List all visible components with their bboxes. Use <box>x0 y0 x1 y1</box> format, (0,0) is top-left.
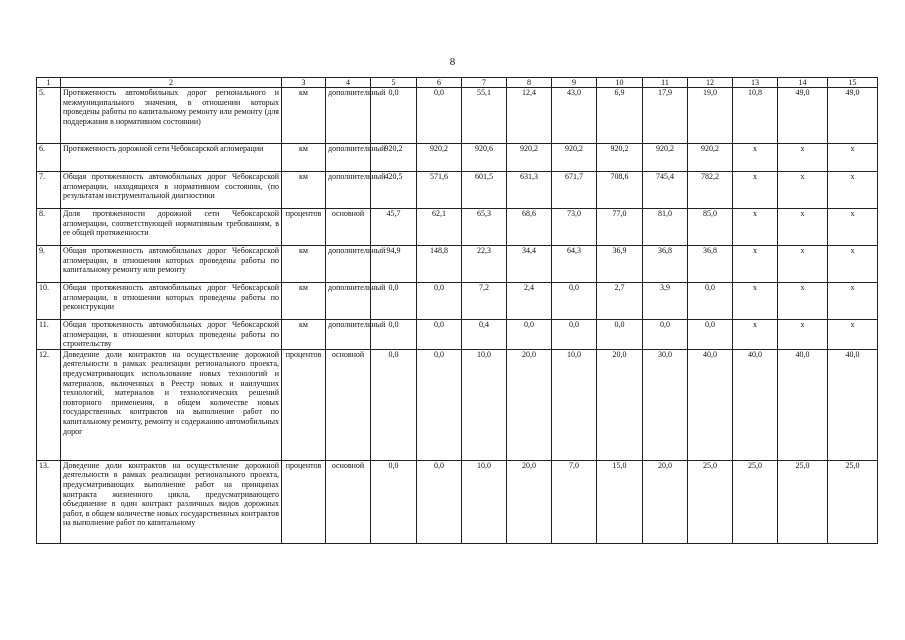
row-number: 5. <box>37 88 61 144</box>
value-cell: 30,0 <box>643 349 688 460</box>
column-number-3: 3 <box>282 78 326 88</box>
value-cell: x <box>733 172 778 209</box>
indicator-type: дополнительный <box>326 172 371 209</box>
unit-cell: процентов <box>282 209 326 246</box>
column-number-5: 5 <box>371 78 417 88</box>
value-cell: 94,9 <box>371 246 417 283</box>
value-cell: x <box>828 144 878 172</box>
value-cell: 920,2 <box>507 144 552 172</box>
value-cell: 45,7 <box>371 209 417 246</box>
value-cell: x <box>778 283 828 320</box>
column-number-12: 12 <box>688 78 733 88</box>
value-cell: 65,3 <box>462 209 507 246</box>
value-cell: x <box>828 172 878 209</box>
indicator-type: дополнительный <box>326 246 371 283</box>
column-number-2: 2 <box>61 78 282 88</box>
value-cell: 0,0 <box>643 320 688 350</box>
value-cell: 0,0 <box>552 320 597 350</box>
value-cell: 0,0 <box>688 320 733 350</box>
value-cell: 708,6 <box>597 172 643 209</box>
value-cell: 0,0 <box>417 349 462 460</box>
indicator-type: дополнительный <box>326 320 371 350</box>
value-cell: 25,0 <box>778 460 828 543</box>
value-cell: 85,0 <box>688 209 733 246</box>
unit-cell: км <box>282 246 326 283</box>
value-cell: 49,0 <box>828 88 878 144</box>
value-cell: 10,0 <box>462 460 507 543</box>
column-number-14: 14 <box>778 78 828 88</box>
indicator-name: Общая протяженность автомобильных дорог Чебоксарской агломерации, в отношении которых проведены работы по реконструкции <box>61 283 282 320</box>
value-cell: 920,2 <box>552 144 597 172</box>
value-cell: x <box>733 144 778 172</box>
indicator-name: Доля протяженности дорожной сети Чебоксарской агломерации, соответствующей нормативным требованиям, в ее общей протяженности <box>61 209 282 246</box>
value-cell: 601,5 <box>462 172 507 209</box>
table-row <box>37 172 878 209</box>
unit-cell: процентов <box>282 349 326 460</box>
value-cell: 20,0 <box>643 460 688 543</box>
value-cell: x <box>828 246 878 283</box>
value-cell: 40,0 <box>688 349 733 460</box>
value-cell: 0,0 <box>417 460 462 543</box>
value-cell: 34,4 <box>507 246 552 283</box>
value-cell: 0,0 <box>417 283 462 320</box>
value-cell: 0,0 <box>688 283 733 320</box>
value-cell: 920,2 <box>417 144 462 172</box>
value-cell: 148,8 <box>417 246 462 283</box>
value-cell: x <box>733 320 778 350</box>
value-cell: 920,2 <box>643 144 688 172</box>
value-cell: 25,0 <box>828 460 878 543</box>
value-cell: 2,4 <box>507 283 552 320</box>
value-cell: 0,4 <box>462 320 507 350</box>
value-cell: 36,8 <box>688 246 733 283</box>
indicator-name: Общая протяженность автомобильных дорог Чебоксарской агломерации, находящихся в нормативном состоянии, (по результатам инструментальной диагностики <box>61 172 282 209</box>
value-cell: 920,2 <box>688 144 733 172</box>
value-cell: 920,2 <box>597 144 643 172</box>
column-number-13: 13 <box>733 78 778 88</box>
value-cell: 43,0 <box>552 88 597 144</box>
value-cell: 19,0 <box>688 88 733 144</box>
indicator-name: Общая протяженность автомобильных дорог Чебоксарской агломерации, в отношении которых проведены работы по капитальному ремонту или ремонту <box>61 246 282 283</box>
value-cell: 12,4 <box>507 88 552 144</box>
value-cell: x <box>733 283 778 320</box>
indicator-type: дополнительный <box>326 283 371 320</box>
value-cell: 0,0 <box>371 320 417 350</box>
column-number-7: 7 <box>462 78 507 88</box>
value-cell: 0,0 <box>552 283 597 320</box>
table-row <box>37 320 878 350</box>
unit-cell: км <box>282 144 326 172</box>
indicator-type: основной <box>326 460 371 543</box>
table-row <box>37 349 878 460</box>
table-row <box>37 88 878 144</box>
row-number: 10. <box>37 283 61 320</box>
indicator-type: дополнительный <box>326 144 371 172</box>
value-cell: 420,5 <box>371 172 417 209</box>
unit-cell: км <box>282 172 326 209</box>
row-number: 12. <box>37 349 61 460</box>
value-cell: x <box>778 209 828 246</box>
value-cell: x <box>778 246 828 283</box>
value-cell: 36,8 <box>643 246 688 283</box>
value-cell: 20,0 <box>597 349 643 460</box>
indicator-name: Протяженность дорожной сети Чебоксарской агломерации <box>61 144 282 172</box>
table-row <box>37 460 878 543</box>
value-cell: 0,0 <box>417 88 462 144</box>
indicator-name: Доведение доли контрактов на осуществление дорожной деятельности в рамках реализации регионального проекта, предусматривающих использование новых технологий и материалов, включенных в Реестр новых и наилучших технологий, материалов и технологических решений повторного применения, в общем количестве новых государственных контрактов на выполнение работ по капитальному ремонту, ремонту и содержанию автомобильных дорог <box>61 349 282 460</box>
row-number: 9. <box>37 246 61 283</box>
column-number-10: 10 <box>597 78 643 88</box>
value-cell: 81,0 <box>643 209 688 246</box>
value-cell: x <box>733 246 778 283</box>
value-cell: 10,8 <box>733 88 778 144</box>
column-number-1: 1 <box>37 78 61 88</box>
value-cell: 571,6 <box>417 172 462 209</box>
column-number-row <box>37 78 878 88</box>
indicator-name: Общая протяженность автомобильных дорог Чебоксарской агломерации, в отношении которых проведены работы по строительству <box>61 320 282 350</box>
value-cell: 36,9 <box>597 246 643 283</box>
value-cell: 0,0 <box>507 320 552 350</box>
unit-cell: км <box>282 283 326 320</box>
value-cell: 22,3 <box>462 246 507 283</box>
value-cell: 2,7 <box>597 283 643 320</box>
value-cell: x <box>733 209 778 246</box>
value-cell: 782,2 <box>688 172 733 209</box>
value-cell: x <box>828 283 878 320</box>
row-number: 13. <box>37 460 61 543</box>
indicator-type: основной <box>326 209 371 246</box>
value-cell: 6,9 <box>597 88 643 144</box>
value-cell: 671,7 <box>552 172 597 209</box>
value-cell: 0,0 <box>597 320 643 350</box>
row-number: 8. <box>37 209 61 246</box>
value-cell: 0,0 <box>371 349 417 460</box>
value-cell: 62,1 <box>417 209 462 246</box>
value-cell: 745,4 <box>643 172 688 209</box>
value-cell: 40,0 <box>733 349 778 460</box>
value-cell: x <box>778 172 828 209</box>
value-cell: 0,0 <box>417 320 462 350</box>
value-cell: 7,0 <box>552 460 597 543</box>
indicators-table <box>36 77 878 544</box>
unit-cell: км <box>282 320 326 350</box>
value-cell: 55,1 <box>462 88 507 144</box>
row-number: 11. <box>37 320 61 350</box>
value-cell: 920,2 <box>371 144 417 172</box>
value-cell: 77,0 <box>597 209 643 246</box>
indicator-name: Доведение доли контрактов на осуществление дорожной деятельности в рамках реализации регионального проекта, предусматривающих выполнение работ на принципах контракта жизненного цикла, предусматривающего объединение в один контракт различных видов дорожных работ, в общем количестве новых государственных контрактов на выполнение работ по капитальному <box>61 460 282 543</box>
column-number-11: 11 <box>643 78 688 88</box>
value-cell: 0,0 <box>371 283 417 320</box>
value-cell: x <box>778 320 828 350</box>
column-number-4: 4 <box>326 78 371 88</box>
table-row <box>37 283 878 320</box>
value-cell: 73,0 <box>552 209 597 246</box>
value-cell: 20,0 <box>507 460 552 543</box>
page-number: 8 <box>449 56 456 68</box>
row-number: 7. <box>37 172 61 209</box>
column-number-6: 6 <box>417 78 462 88</box>
value-cell: 631,3 <box>507 172 552 209</box>
table-row <box>37 144 878 172</box>
value-cell: x <box>828 209 878 246</box>
value-cell: 0,0 <box>371 88 417 144</box>
table-row <box>37 209 878 246</box>
unit-cell: км <box>282 88 326 144</box>
value-cell: 68,6 <box>507 209 552 246</box>
value-cell: 40,0 <box>828 349 878 460</box>
value-cell: 25,0 <box>688 460 733 543</box>
column-number-9: 9 <box>552 78 597 88</box>
value-cell: 25,0 <box>733 460 778 543</box>
column-number-15: 15 <box>828 78 878 88</box>
table-row <box>37 246 878 283</box>
row-number: 6. <box>37 144 61 172</box>
value-cell: 64,3 <box>552 246 597 283</box>
indicator-type: дополнительный <box>326 88 371 144</box>
value-cell: x <box>778 144 828 172</box>
value-cell: 20,0 <box>507 349 552 460</box>
value-cell: 40,0 <box>778 349 828 460</box>
value-cell: x <box>828 320 878 350</box>
value-cell: 920,6 <box>462 144 507 172</box>
value-cell: 7,2 <box>462 283 507 320</box>
value-cell: 3,9 <box>643 283 688 320</box>
column-number-8: 8 <box>507 78 552 88</box>
indicator-type: основной <box>326 349 371 460</box>
value-cell: 10,0 <box>462 349 507 460</box>
value-cell: 15,0 <box>597 460 643 543</box>
unit-cell: процентов <box>282 460 326 543</box>
value-cell: 17,9 <box>643 88 688 144</box>
value-cell: 10,0 <box>552 349 597 460</box>
indicator-name: Протяженность автомобильных дорог регионального и межмуниципального значения, в отношении которых проведены работы по капитальному ремонту или ремонту (для поддержания в нормативном состоянии) <box>61 88 282 144</box>
value-cell: 49,0 <box>778 88 828 144</box>
value-cell: 0,0 <box>371 460 417 543</box>
